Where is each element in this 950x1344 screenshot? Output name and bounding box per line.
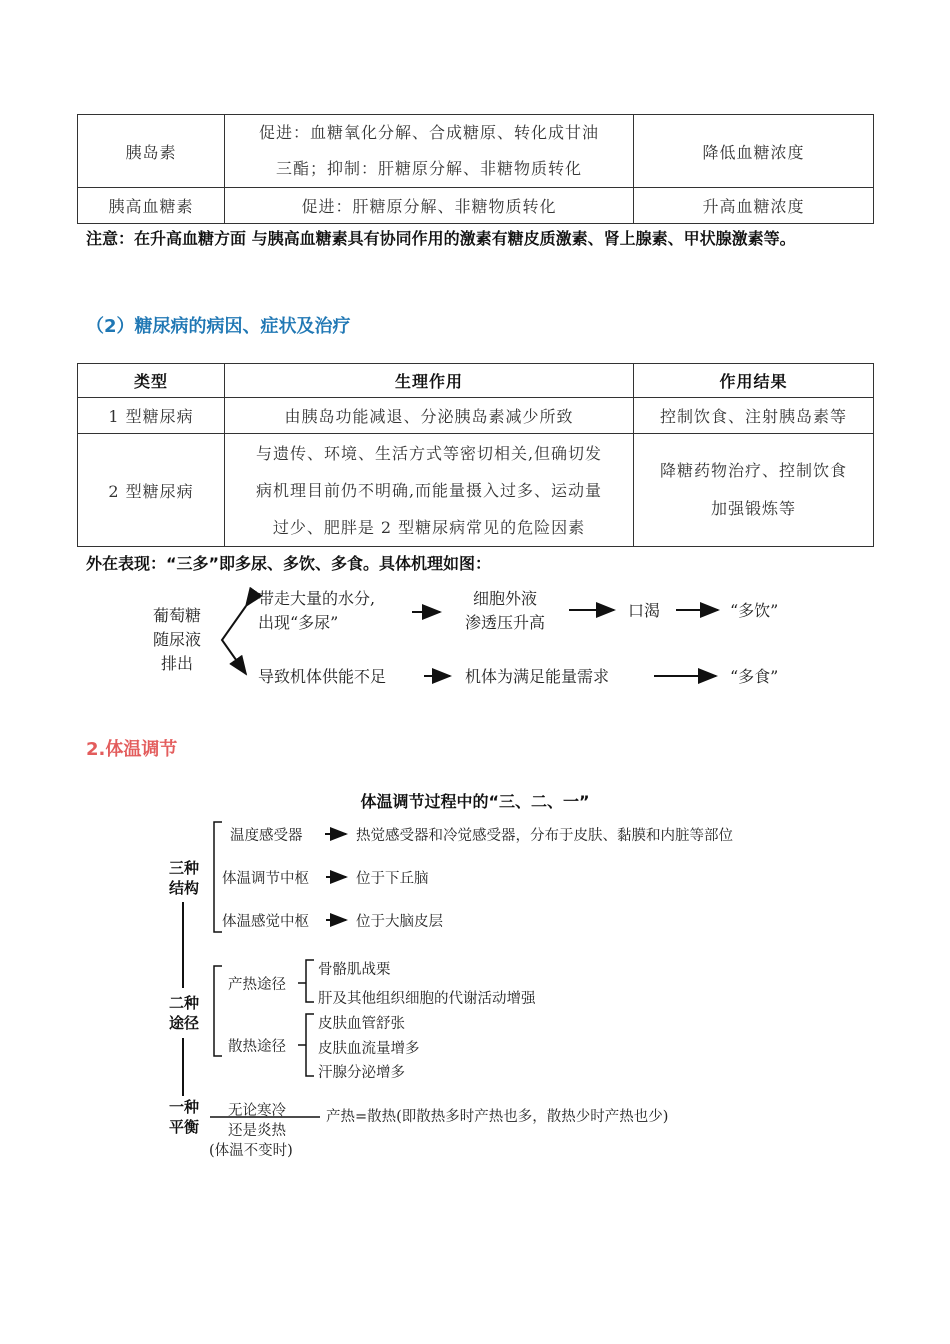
bracket bbox=[214, 966, 222, 1056]
diabetes-cause-line: 与遗传、环境、生活方式等密切相关,但确切发 bbox=[255, 443, 603, 463]
column-header: 类型 bbox=[78, 364, 225, 398]
balance-condition: 还是炎热 bbox=[228, 1123, 286, 1139]
structure-name: 体温感觉中枢 bbox=[222, 914, 309, 930]
diabetes-treatment: 控制饮食、注射胰岛素等 bbox=[634, 398, 874, 434]
pathway-item: 皮肤血流量增多 bbox=[318, 1041, 420, 1057]
source-line: 随尿液 bbox=[152, 630, 201, 649]
diabetes-cause-line: 病机理目前仍不明确,而能量摄入过多、运动量 bbox=[255, 480, 603, 500]
label-line: 平衡 bbox=[168, 1118, 199, 1136]
bracket bbox=[306, 1014, 314, 1076]
label-line: 三种 bbox=[168, 859, 199, 877]
diabetes-type: 2 型糖尿病 bbox=[78, 434, 225, 547]
balance-condition: (体温不变时) bbox=[209, 1143, 293, 1159]
label-line: 一种 bbox=[168, 1098, 199, 1116]
diabetes-cause-line: 过少、肥胖是 2 型糖尿病常见的危险因素 bbox=[272, 517, 586, 537]
three-structures-label bbox=[164, 858, 204, 898]
hormone-name: 胰高血糖素 bbox=[78, 188, 225, 224]
hormone-result: 降低血糖浓度 bbox=[634, 115, 874, 188]
one-balance-label bbox=[164, 1097, 204, 1137]
pathway-item: 肝及其他组织细胞的代谢活动增强 bbox=[318, 991, 536, 1007]
label-line: 结构 bbox=[168, 879, 199, 897]
hormone-action: 促进：肝糖原分解、非糖物质转化 bbox=[225, 188, 634, 224]
structure-desc: 热觉感受器和冷觉感受器，分布于皮肤、黏膜和内脏等部位 bbox=[356, 828, 733, 844]
upper-step-3: 口渴 bbox=[628, 601, 661, 620]
step-line: 带走大量的水分, bbox=[258, 589, 376, 608]
diabetes-treatment-line: 降糖药物治疗、控制饮食 bbox=[659, 461, 847, 480]
step-line: 细胞外液 bbox=[472, 589, 537, 608]
label-line: 二种 bbox=[168, 994, 199, 1012]
symptoms-intro: 外在表现：“三多”即多尿、多饮、多食。具体机理如图： bbox=[86, 554, 492, 573]
diabetes-treatment-line: 加强锻炼等 bbox=[710, 499, 796, 518]
source-line: 排出 bbox=[160, 654, 193, 673]
upper-result: “多饮” bbox=[730, 601, 779, 620]
pathway-item: 骨骼肌战栗 bbox=[318, 962, 391, 978]
pathway-item: 皮肤血管舒张 bbox=[318, 1016, 405, 1032]
lower-step-2: 机体为满足能量需求 bbox=[465, 667, 610, 686]
section-heading: （2）糖尿病的病因、症状及治疗 bbox=[86, 316, 351, 337]
structure-desc: 位于大脑皮层 bbox=[356, 914, 443, 930]
step-line: 出现“多尿” bbox=[258, 613, 339, 632]
structure-name: 温度感受器 bbox=[230, 828, 303, 844]
hormone-result: 升高血糖浓度 bbox=[634, 188, 874, 224]
diagram-title: 体温调节过程中的“三、二、一” bbox=[360, 792, 590, 811]
pathway-name: 产热途径 bbox=[228, 977, 286, 993]
balance-result: 产热=散热(即散热多时产热也多，散热少时产热也少) bbox=[326, 1109, 669, 1125]
pathway-name: 散热途径 bbox=[228, 1039, 286, 1055]
step-line: 渗透压升高 bbox=[464, 613, 545, 632]
lower-step-1: 导致机体供能不足 bbox=[258, 667, 387, 686]
note-paragraph: 注意：在升高血糖方面 与胰高血糖素具有协同作用的激素有糖皮质激素、肾上腺素、甲状腺激素等。 bbox=[86, 229, 796, 248]
column-header: 生理作用 bbox=[225, 364, 634, 398]
pathway-item: 汗腺分泌增多 bbox=[318, 1065, 405, 1081]
hormone-action-line: 三酯；抑制：肝糖原分解、非糖物质转化 bbox=[275, 159, 582, 178]
diabetes-type: 1 型糖尿病 bbox=[78, 398, 225, 434]
source-line: 葡萄糖 bbox=[152, 606, 201, 625]
two-pathways-label bbox=[164, 993, 204, 1033]
section-heading: 2.体温调节 bbox=[86, 739, 178, 760]
bracket bbox=[214, 822, 222, 932]
hormone-name: 胰岛素 bbox=[78, 115, 225, 188]
structure-desc: 位于下丘脑 bbox=[356, 871, 429, 887]
column-header: 作用结果 bbox=[634, 364, 874, 398]
diabetes-cause: 由胰岛功能减退、分泌胰岛素减少所致 bbox=[225, 398, 634, 434]
hormone-action-line: 促进：血糖氧化分解、合成糖原、转化成甘油 bbox=[258, 123, 599, 142]
structure-name: 体温调节中枢 bbox=[222, 871, 309, 887]
bracket bbox=[306, 960, 314, 1002]
lower-result: “多食” bbox=[730, 667, 779, 686]
balance-condition: 无论寒冷 bbox=[228, 1103, 286, 1119]
label-line: 途径 bbox=[168, 1014, 199, 1032]
